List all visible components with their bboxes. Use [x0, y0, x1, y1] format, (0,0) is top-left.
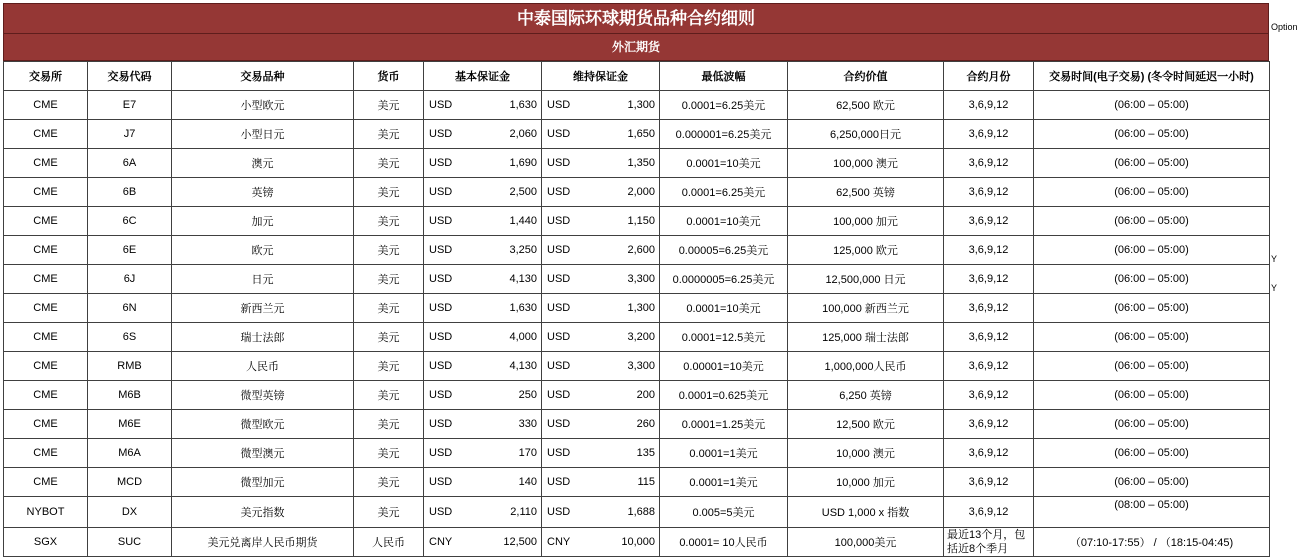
cell-product: 人民币 — [172, 352, 354, 381]
cell-tick: 0.0001=12.5美元 — [660, 323, 788, 352]
base-currency: USD — [429, 476, 453, 488]
cell-base-margin — [424, 294, 542, 323]
cell-base-margin — [424, 236, 542, 265]
cell-tick: 0.0001=1美元 — [660, 468, 788, 497]
base-amount: 4,130 — [509, 360, 537, 372]
cell-product: 欧元 — [172, 236, 354, 265]
cell-value: USD 1,000 x 指数 — [788, 497, 944, 528]
cell-exchange: CME — [4, 352, 88, 381]
cell-product: 微型英镑 — [172, 381, 354, 410]
maint-currency: USD — [547, 389, 571, 401]
base-currency: USD — [429, 99, 453, 111]
cell-code: 6S — [88, 323, 172, 352]
cell-tick: 0.000001=6.25美元 — [660, 120, 788, 149]
base-amount: 1,440 — [509, 215, 537, 227]
cell-months: 3,6,9,12 — [944, 207, 1034, 236]
cell-maint-margin — [542, 323, 660, 352]
cell-exchange: CME — [4, 294, 88, 323]
cell-currency: 美元 — [354, 381, 424, 410]
cell-code: E7 — [88, 91, 172, 120]
cell-hours: (06:00 – 05:00) — [1034, 468, 1270, 497]
cell-currency: 美元 — [354, 497, 424, 528]
cell-exchange: CME — [4, 91, 88, 120]
cell-tick: 0.0001=10美元 — [660, 149, 788, 178]
cell-currency: 美元 — [354, 120, 424, 149]
cell-base-margin — [424, 120, 542, 149]
cell-hours: (06:00 – 05:00) — [1034, 352, 1270, 381]
base-amount: 2,500 — [509, 186, 537, 198]
cell-base-margin — [424, 149, 542, 178]
table-row — [4, 352, 1270, 381]
sheet-title: 中泰国际环球期货品种合约细则 — [3, 3, 1269, 34]
cell-value: 12,500,000 日元 — [788, 265, 944, 294]
maint-amount: 115 — [637, 476, 655, 488]
table-row — [4, 120, 1270, 149]
base-currency: CNY — [429, 536, 453, 548]
base-amount: 1,690 — [509, 157, 537, 169]
cell-tick: 0.0001=0.625美元 — [660, 381, 788, 410]
cell-maint-margin — [542, 236, 660, 265]
base-currency: USD — [429, 302, 453, 314]
cell-tick: 0.0001=1.25美元 — [660, 410, 788, 439]
maint-currency: USD — [547, 186, 571, 198]
cell-currency: 美元 — [354, 265, 424, 294]
cell-currency: 美元 — [354, 178, 424, 207]
base-amount: 4,130 — [509, 273, 537, 285]
cell-months: 3,6,9,12 — [944, 468, 1034, 497]
cell-base-margin — [424, 410, 542, 439]
maint-amount: 200 — [636, 389, 655, 401]
maint-currency: USD — [547, 128, 571, 140]
cell-code: 6E — [88, 236, 172, 265]
cell-currency: 美元 — [354, 323, 424, 352]
cell-months: 3,6,9,12 — [944, 236, 1034, 265]
table-row — [4, 468, 1270, 497]
cell-months: 3,6,9,12 — [944, 120, 1034, 149]
maint-amount: 10,000 — [621, 536, 655, 548]
cell-tick: 0.0001=10美元 — [660, 294, 788, 323]
cell-code: J7 — [88, 120, 172, 149]
maint-amount: 1,350 — [627, 157, 655, 169]
cell-exchange: CME — [4, 468, 88, 497]
cell-maint-margin — [542, 149, 660, 178]
base-amount: 140 — [518, 476, 537, 488]
table-row — [4, 410, 1270, 439]
cell-hours: (06:00 – 05:00) — [1034, 149, 1270, 178]
cell-tick: 0.0001=6.25美元 — [660, 178, 788, 207]
base-amount: 330 — [518, 418, 537, 430]
maint-amount: 2,000 — [627, 186, 655, 198]
base-amount: 3,250 — [509, 244, 537, 256]
cell-hours: (06:00 – 05:00) — [1034, 294, 1270, 323]
col-header-hours: 交易时间(电子交易) (冬令时间延迟一小时) — [1034, 62, 1270, 91]
cell-base-margin — [424, 381, 542, 410]
base-amount: 2,060 — [509, 128, 537, 140]
cell-maint-margin — [542, 381, 660, 410]
cell-base-margin — [424, 528, 542, 557]
col-header-months: 合约月份 — [944, 62, 1034, 91]
cell-product: 英镑 — [172, 178, 354, 207]
cell-maint-margin — [542, 468, 660, 497]
cell-maint-margin — [542, 439, 660, 468]
cell-currency: 美元 — [354, 439, 424, 468]
cell-base-margin — [424, 91, 542, 120]
cell-currency: 美元 — [354, 352, 424, 381]
col-header-currency: 货币 — [354, 62, 424, 91]
cell-hours: (06:00 – 05:00) — [1034, 439, 1270, 468]
base-amount: 250 — [518, 389, 537, 401]
cell-value: 10,000 澳元 — [788, 439, 944, 468]
cell-hours: (06:00 – 05:00) — [1034, 236, 1270, 265]
base-currency: USD — [429, 447, 453, 459]
cell-code: 6A — [88, 149, 172, 178]
cell-months: 3,6,9,12 — [944, 323, 1034, 352]
cell-maint-margin — [542, 178, 660, 207]
cell-hours: (06:00 – 05:00) — [1034, 120, 1270, 149]
cell-hours: (06:00 – 05:00) — [1034, 178, 1270, 207]
cell-product: 美元指数 — [172, 497, 354, 528]
cell-maint-margin — [542, 265, 660, 294]
base-currency: USD — [429, 244, 453, 256]
cell-hours: (06:00 – 05:00) — [1034, 91, 1270, 120]
base-currency: USD — [429, 128, 453, 140]
cell-code: M6A — [88, 439, 172, 468]
cell-product: 美元兑离岸人民币期货 — [172, 528, 354, 557]
base-currency: USD — [429, 360, 453, 372]
cell-exchange: CME — [4, 410, 88, 439]
maint-currency: USD — [547, 360, 571, 372]
maint-amount: 1,300 — [627, 99, 655, 111]
base-currency: USD — [429, 331, 453, 343]
cell-months: 3,6,9,12 — [944, 178, 1034, 207]
cell-code: M6B — [88, 381, 172, 410]
cell-months: 3,6,9,12 — [944, 410, 1034, 439]
cell-product: 瑞士法郎 — [172, 323, 354, 352]
cell-base-margin — [424, 439, 542, 468]
cell-months: 3,6,9,12 — [944, 265, 1034, 294]
cell-currency: 美元 — [354, 91, 424, 120]
maint-amount: 3,200 — [627, 331, 655, 343]
cell-exchange: NYBOT — [4, 497, 88, 528]
cell-exchange: CME — [4, 178, 88, 207]
col-header-value: 合约价值 — [788, 62, 944, 91]
cell-code: M6E — [88, 410, 172, 439]
cell-product: 微型欧元 — [172, 410, 354, 439]
cell-code: MCD — [88, 468, 172, 497]
maint-currency: USD — [547, 99, 571, 111]
cell-value: 10,000 加元 — [788, 468, 944, 497]
cell-months: 3,6,9,12 — [944, 439, 1034, 468]
maint-amount: 2,600 — [627, 244, 655, 256]
cell-value: 6,250 英镑 — [788, 381, 944, 410]
maint-amount: 1,650 — [627, 128, 655, 140]
cell-months: 3,6,9,12 — [944, 381, 1034, 410]
cell-tick: 0.0000005=6.25美元 — [660, 265, 788, 294]
cell-months: 3,6,9,12 — [944, 91, 1034, 120]
cell-exchange: CME — [4, 149, 88, 178]
cell-tick: 0.005=5美元 — [660, 497, 788, 528]
cell-base-margin — [424, 468, 542, 497]
maint-currency: USD — [547, 302, 571, 314]
base-amount: 1,630 — [509, 99, 537, 111]
cell-tick: 0.0001=10美元 — [660, 207, 788, 236]
cell-code: RMB — [88, 352, 172, 381]
table-row — [4, 497, 1270, 528]
cell-months: 3,6,9,12 — [944, 294, 1034, 323]
cell-product: 微型加元 — [172, 468, 354, 497]
maint-currency: USD — [547, 244, 571, 256]
cell-tick: 0.0001=1美元 — [660, 439, 788, 468]
col-header-tick: 最低波幅 — [660, 62, 788, 91]
cell-exchange: CME — [4, 207, 88, 236]
cell-months: 3,6,9,12 — [944, 149, 1034, 178]
table-row — [4, 528, 1270, 557]
cell-code: DX — [88, 497, 172, 528]
cell-product: 微型澳元 — [172, 439, 354, 468]
cell-currency: 美元 — [354, 149, 424, 178]
cell-tick: 0.00001=10美元 — [660, 352, 788, 381]
base-currency: USD — [429, 389, 453, 401]
maint-currency: USD — [547, 506, 571, 518]
cell-tick: 0.00005=6.25美元 — [660, 236, 788, 265]
maint-currency: USD — [547, 157, 571, 169]
cell-exchange: CME — [4, 381, 88, 410]
cell-value: 100,000 澳元 — [788, 149, 944, 178]
table-row — [4, 294, 1270, 323]
cell-tick: 0.0001=6.25美元 — [660, 91, 788, 120]
maint-currency: USD — [547, 447, 571, 459]
cell-product: 小型日元 — [172, 120, 354, 149]
cell-exchange: CME — [4, 265, 88, 294]
cell-product: 加元 — [172, 207, 354, 236]
maint-currency: USD — [547, 273, 571, 285]
cell-tick: 0.0001= 10人民币 — [660, 528, 788, 557]
cell-product: 新西兰元 — [172, 294, 354, 323]
cell-currency: 美元 — [354, 468, 424, 497]
side-mark: Y — [1271, 254, 1278, 264]
cell-value: 62,500 英镑 — [788, 178, 944, 207]
cell-hours: (06:00 – 05:00) — [1034, 265, 1270, 294]
col-header-base-margin: 基本保证金 — [424, 62, 542, 91]
maint-amount: 1,300 — [627, 302, 655, 314]
cell-maint-margin — [542, 91, 660, 120]
base-currency: USD — [429, 215, 453, 227]
maint-currency: USD — [547, 476, 571, 488]
side-mark: Y — [1271, 283, 1278, 293]
cell-base-margin — [424, 323, 542, 352]
cell-maint-margin — [542, 528, 660, 557]
cell-hours: (06:00 – 05:00) — [1034, 381, 1270, 410]
cell-currency: 美元 — [354, 410, 424, 439]
cell-code: SUC — [88, 528, 172, 557]
cell-value: 12,500 欧元 — [788, 410, 944, 439]
table-row — [4, 178, 1270, 207]
cell-maint-margin — [542, 207, 660, 236]
cell-hours: （07:10-17:55） / （18:15-04:45) — [1034, 528, 1270, 557]
cell-months: 3,6,9,12 — [944, 352, 1034, 381]
table-row — [4, 323, 1270, 352]
cell-exchange: CME — [4, 323, 88, 352]
maint-amount: 3,300 — [627, 273, 655, 285]
cell-exchange: SGX — [4, 528, 88, 557]
base-currency: USD — [429, 273, 453, 285]
cell-maint-margin — [542, 352, 660, 381]
base-amount: 4,000 — [509, 331, 537, 343]
contract-table — [3, 61, 1270, 557]
cell-hours: (08:00 – 05:00) — [1034, 497, 1270, 528]
table-row — [4, 149, 1270, 178]
maint-currency: CNY — [547, 536, 571, 548]
cell-value: 6,250,000日元 — [788, 120, 944, 149]
section-title: 外汇期货 — [3, 34, 1269, 61]
cell-product: 澳元 — [172, 149, 354, 178]
table-body — [4, 91, 1270, 557]
maint-currency: USD — [547, 331, 571, 343]
cell-currency: 美元 — [354, 207, 424, 236]
base-currency: USD — [429, 418, 453, 430]
base-amount: 2,110 — [510, 506, 537, 518]
cell-hours: (06:00 – 05:00) — [1034, 207, 1270, 236]
col-header-exchange: 交易所 — [4, 62, 88, 91]
cell-code: 6B — [88, 178, 172, 207]
header-row — [4, 62, 1270, 91]
col-header-code: 交易代码 — [88, 62, 172, 91]
cell-maint-margin — [542, 410, 660, 439]
maint-amount: 1,688 — [627, 506, 655, 518]
maint-amount: 135 — [636, 447, 655, 459]
cell-currency: 美元 — [354, 236, 424, 265]
table-row — [4, 207, 1270, 236]
cell-currency: 美元 — [354, 294, 424, 323]
option-label: Option — [1271, 22, 1298, 32]
cell-months: 最近13个月，包括近8个季月 — [944, 528, 1034, 557]
cell-months: 3,6,9,12 — [944, 497, 1034, 528]
cell-code: 6N — [88, 294, 172, 323]
base-currency: USD — [429, 157, 453, 169]
base-amount: 170 — [518, 447, 537, 459]
cell-value: 125,000 瑞士法郎 — [788, 323, 944, 352]
cell-exchange: CME — [4, 439, 88, 468]
cell-base-margin — [424, 178, 542, 207]
cell-value: 100,000美元 — [788, 528, 944, 557]
cell-exchange: CME — [4, 120, 88, 149]
cell-maint-margin — [542, 294, 660, 323]
maint-currency: USD — [547, 418, 571, 430]
cell-value: 1,000,000人民币 — [788, 352, 944, 381]
maint-amount: 260 — [636, 418, 655, 430]
cell-maint-margin — [542, 497, 660, 528]
cell-currency: 人民币 — [354, 528, 424, 557]
cell-maint-margin — [542, 120, 660, 149]
cell-base-margin — [424, 497, 542, 528]
col-header-maint-margin: 维持保证金 — [542, 62, 660, 91]
cell-base-margin — [424, 265, 542, 294]
table-row — [4, 91, 1270, 120]
cell-value: 100,000 新西兰元 — [788, 294, 944, 323]
maint-amount: 3,300 — [627, 360, 655, 372]
cell-base-margin — [424, 352, 542, 381]
cell-product: 小型欧元 — [172, 91, 354, 120]
cell-base-margin — [424, 207, 542, 236]
cell-hours: (06:00 – 05:00) — [1034, 323, 1270, 352]
cell-value: 125,000 欧元 — [788, 236, 944, 265]
maint-amount: 1,150 — [627, 215, 655, 227]
base-amount: 12,500 — [503, 536, 537, 548]
base-amount: 1,630 — [509, 302, 537, 314]
col-header-product: 交易品种 — [172, 62, 354, 91]
cell-value: 62,500 欧元 — [788, 91, 944, 120]
cell-hours: (06:00 – 05:00) — [1034, 410, 1270, 439]
cell-code: 6J — [88, 265, 172, 294]
cell-product: 日元 — [172, 265, 354, 294]
cell-code: 6C — [88, 207, 172, 236]
base-currency: USD — [429, 186, 453, 198]
cell-value: 100,000 加元 — [788, 207, 944, 236]
table-row — [4, 265, 1270, 294]
table-row — [4, 381, 1270, 410]
maint-currency: USD — [547, 215, 571, 227]
table-row — [4, 439, 1270, 468]
cell-exchange: CME — [4, 236, 88, 265]
contract-spec-sheet — [3, 3, 1269, 557]
table-row — [4, 236, 1270, 265]
base-currency: USD — [429, 506, 453, 518]
